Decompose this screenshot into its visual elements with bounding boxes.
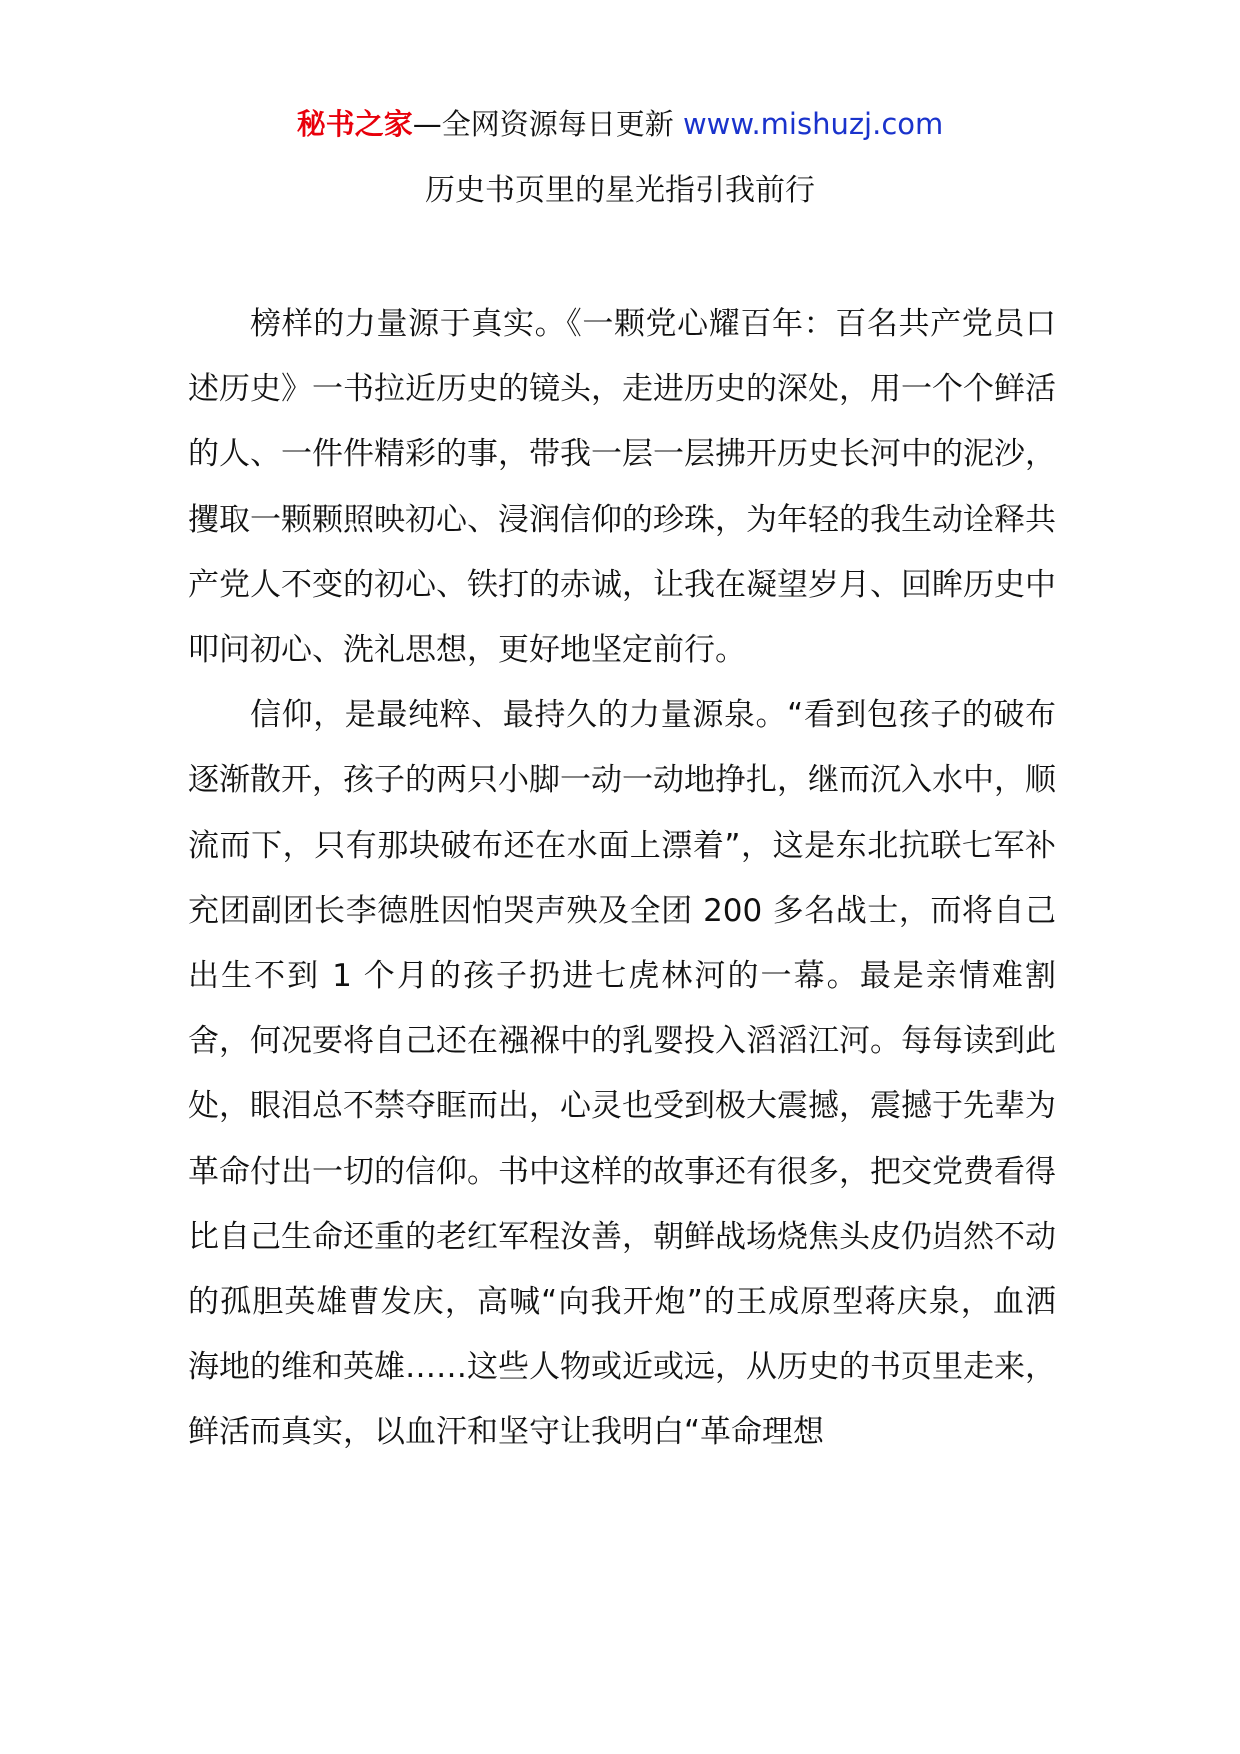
document-title: 历史书页里的星光指引我前行 xyxy=(425,173,815,208)
paragraph-1: 榜样的力量源于真实。《一颗党心耀百年：百名共产党员口述历史》一书拉近历史的镜头，走进历史的深处，用一个个鲜活的人、一件件精彩的事，带我一层一层拂开历史长河中的泥沙，攫取一颗颗照映初心、浸润信仰的珍珠，为年轻的我生动诠释共产党人不变的初心、铁打的赤诚，让我在凝望岁月、回眸历史中叩问初心、洗礼思想，更好地坚定前行。 xyxy=(188,306,1056,669)
site-header xyxy=(0,104,1240,144)
document-body xyxy=(188,292,1056,1466)
site-url-link[interactable]: www.mishuzj.com xyxy=(682,107,944,141)
paragraph-2: 信仰，是最纯粹、最持久的力量源泉。“看到包孩子的破布逐渐散开，孩子的两只小脚一动一动地挣扎，继而沉入水中，顺流而下，只有那块破布还在水面上漂着”，这是东北抗联七军补充团副团长李德胜因怕哭声殃及全团 200 多名战士，而将自己出生不到 1 个月的孩子扔进七虎林河的一幕。最是亲情难割舍，何况要将自己还在襁褓中的乳婴投入滔滔江河。每每读到此处，眼泪总不禁夺眶而出，心灵也受到极大震撼，震撼于先辈为革命付出一切的信仰。书中这样的故事还有很多，把交党费看得比自己生命还重的老红军程汝善，朝鲜战场烧焦头皮仍岿然不动的孤胆英雄曹发庆，高喊“向我开炮”的王成原型蒋庆泉，血洒海地的维和英雄……这些人物或近或远，从历史的书页里走来，鲜活而真实，以血汗和坚守让我明白“革命理想 xyxy=(188,697,1056,1451)
brand-name: 秘书之家 xyxy=(296,107,413,141)
header-tagline: —全网资源每日更新 xyxy=(412,107,674,141)
